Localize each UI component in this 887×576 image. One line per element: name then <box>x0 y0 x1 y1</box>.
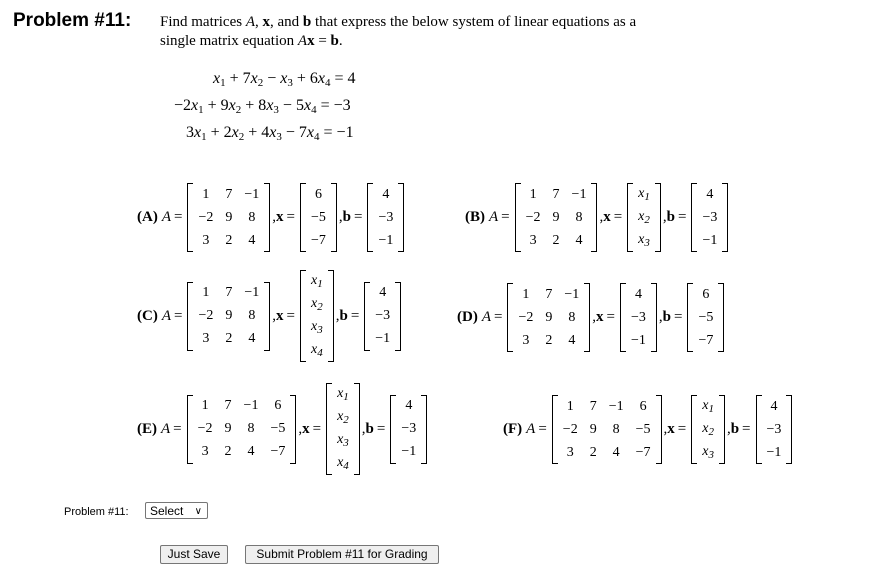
matrix-a-cell: 8 <box>247 421 255 436</box>
matrix-a-cell: −2 <box>518 309 534 325</box>
matrix-a-cell: −2 <box>525 209 541 225</box>
vector-x-entry: −3 <box>631 309 646 325</box>
comma: , <box>335 307 340 324</box>
vector-b-entry: −1 <box>375 331 391 346</box>
comma: , <box>599 209 604 225</box>
matrix-a-cell: 3 <box>566 444 574 460</box>
vector-b <box>364 282 401 351</box>
matrix-a-symbol: A <box>161 420 171 437</box>
matrix-a-cell: 2 <box>552 232 560 248</box>
matrix-a-cell: 7 <box>224 398 232 413</box>
vector-b-entry: 6 <box>702 286 710 302</box>
just-save-button[interactable]: Just Save <box>160 545 228 564</box>
equation-3: $3x_1 + 2x_2 + 4x_3 - 7x_4 = -1$ <box>186 124 354 143</box>
option-label: (F) <box>503 421 523 437</box>
matrix-a-cell: 9 <box>225 209 233 225</box>
vector-x <box>620 283 657 352</box>
select-value: Select <box>150 504 184 518</box>
matrix-a-cell: 2 <box>589 444 597 460</box>
option-c <box>137 270 403 362</box>
vector-b <box>691 183 728 252</box>
vector-x-symbol: x <box>596 309 604 325</box>
vector-b-entry: −3 <box>702 209 718 225</box>
equals-sign: = <box>174 209 183 225</box>
option-label: (B) <box>465 209 485 225</box>
vector-x-entry: $x_3$ <box>638 232 650 249</box>
vector-x-entry: $x_3$ <box>337 432 349 449</box>
equals-sign: = <box>312 420 322 437</box>
vector-b-symbol: b <box>365 420 374 437</box>
matrix-a-symbol: A <box>489 209 499 225</box>
vector-x-entry: $x_4$ <box>337 455 349 472</box>
vector-b-entry: −3 <box>766 421 782 437</box>
vector-x-entry: $x_1$ <box>337 386 349 403</box>
matrix-a-cell: 2 <box>225 232 233 248</box>
vector-b-entry: 4 <box>382 186 390 202</box>
vector-x-entry: $x_2$ <box>337 409 349 426</box>
matrix-a-cell: −1 <box>244 186 260 202</box>
matrix-a-cell: −2 <box>198 209 214 225</box>
matrix-a-cell: 4 <box>248 232 256 248</box>
comma: , <box>658 309 663 325</box>
vector-b-entry: −1 <box>401 444 417 459</box>
comma: , <box>272 307 277 324</box>
vector-x-entry: $x_1$ <box>311 273 323 290</box>
matrix-a <box>187 183 270 252</box>
vector-b <box>687 283 724 352</box>
vector-b-entry: −5 <box>698 309 714 325</box>
vector-x-entry: −7 <box>311 232 326 248</box>
matrix-a-cell: 8 <box>568 309 576 325</box>
submit-button[interactable]: Submit Problem #11 for Grading <box>245 545 439 564</box>
matrix-a-cell: 9 <box>224 421 232 436</box>
equals-sign: = <box>174 307 183 324</box>
equals-sign: = <box>677 421 687 437</box>
matrix-a-cell: −1 <box>564 286 580 302</box>
vector-b-symbol: b <box>666 209 675 225</box>
vector-x-symbol: x <box>276 209 284 225</box>
equals-sign: = <box>613 209 623 225</box>
matrix-a-cell: 4 <box>247 444 255 459</box>
vector-x-entry: $x_2$ <box>638 209 650 226</box>
answer-label: Problem #11: <box>64 506 129 518</box>
matrix-a-cell: 4 <box>248 331 256 346</box>
vector-b-entry: −3 <box>401 421 417 436</box>
matrix-a-cell: 1 <box>522 286 530 302</box>
vector-x-symbol: x <box>302 420 310 437</box>
comma: , <box>338 209 343 225</box>
matrix-a-cell: 6 <box>639 398 647 414</box>
matrix-a-cell: 7 <box>545 286 553 302</box>
matrix-a-cell: −1 <box>608 398 624 414</box>
problem-instruction <box>160 13 700 51</box>
vector-b-entry: 4 <box>405 398 413 413</box>
vector-x-entry: $x_2$ <box>311 296 323 313</box>
vector-x-entry: $x_1$ <box>638 186 650 203</box>
vector-b-entry: −1 <box>378 232 394 248</box>
matrix-a-cell: 9 <box>552 209 560 225</box>
option-a <box>137 183 406 252</box>
equals-sign: = <box>376 420 386 437</box>
matrix-a-cell: −7 <box>635 444 651 460</box>
matrix-a-cell: 7 <box>589 398 597 414</box>
equals-sign: = <box>501 209 510 225</box>
vector-x-symbol: x <box>603 209 611 225</box>
matrix-a-cell: 7 <box>225 285 233 300</box>
option-e <box>137 383 429 475</box>
matrix-a-cell: 7 <box>225 186 233 202</box>
matrix-a-cell: −1 <box>571 186 587 202</box>
vector-b <box>367 183 404 252</box>
vector-x-entry: $x_3$ <box>702 444 714 461</box>
matrix-a-cell: 9 <box>225 308 233 323</box>
vector-x-entry: 6 <box>314 186 322 202</box>
equals-sign: = <box>173 420 182 437</box>
matrix-a-cell: 2 <box>545 332 553 348</box>
vector-x-symbol: x <box>276 307 284 324</box>
matrix-a-cell: 3 <box>201 444 209 459</box>
matrix-a <box>187 395 297 464</box>
comma: , <box>726 421 731 437</box>
matrix-a <box>507 283 590 352</box>
vector-b-entry: −3 <box>378 209 394 225</box>
problem-title: Problem #11: <box>13 10 132 31</box>
matrix-a-cell: 4 <box>612 444 620 460</box>
matrix-a-cell: 4 <box>575 232 583 248</box>
option-d <box>457 283 726 352</box>
option-label: (D) <box>457 309 478 325</box>
matrix-a-cell: 2 <box>224 444 232 459</box>
equals-sign: = <box>606 309 615 325</box>
vector-b <box>390 395 427 464</box>
option-label: (A) <box>137 209 158 225</box>
vector-x-entry: $x_4$ <box>311 342 323 359</box>
matrix-a-cell: −5 <box>635 421 651 437</box>
vector-b-entry: 4 <box>706 186 714 202</box>
vector-x <box>300 183 337 252</box>
vector-b-entry: −3 <box>375 308 391 323</box>
matrix-a-cell: 6 <box>274 398 282 413</box>
matrix-a-cell: 4 <box>568 332 576 348</box>
matrix-a-cell: 8 <box>612 421 620 437</box>
equals-sign: = <box>538 421 547 437</box>
matrix-a-cell: 1 <box>566 398 574 414</box>
vector-b-symbol: b <box>662 309 671 325</box>
matrix-a-cell: 1 <box>202 285 210 300</box>
comma: , <box>663 421 668 437</box>
vector-x-entry: $x_3$ <box>311 319 323 336</box>
matrix-a-symbol: A <box>161 307 171 324</box>
matrix-a-cell: 8 <box>248 209 256 225</box>
matrix-a-cell: −1 <box>244 285 260 300</box>
matrix-a <box>515 183 598 252</box>
matrix-a-cell: −2 <box>198 308 214 323</box>
matrix-a-cell: 1 <box>529 186 537 202</box>
comma: , <box>272 209 277 225</box>
option-b <box>465 183 730 252</box>
vector-x-symbol: x <box>667 421 675 437</box>
vector-x <box>326 383 360 475</box>
matrix-a-cell: 1 <box>201 398 209 413</box>
matrix-a-symbol: A <box>161 209 171 225</box>
matrix-a-cell: −7 <box>270 444 286 459</box>
vector-b <box>756 395 793 464</box>
vector-b-entry: −7 <box>698 332 714 348</box>
vector-x-entry: 4 <box>634 286 642 302</box>
matrix-a-symbol: A <box>526 421 536 437</box>
matrix-a-cell: 3 <box>202 232 210 248</box>
equals-sign: = <box>354 209 363 225</box>
matrix-a-cell: 3 <box>522 332 530 348</box>
answer-select[interactable] <box>145 502 208 519</box>
comma: , <box>662 209 667 225</box>
option-label: (C) <box>137 307 158 324</box>
vector-x <box>691 395 725 464</box>
matrix-a-cell: 8 <box>248 308 256 323</box>
option-f <box>503 395 794 464</box>
matrix-a <box>552 395 662 464</box>
equation-2: $-2x_1 + 9x_2 + 8x_3 - 5x_4 = -3$ <box>174 97 351 116</box>
comma: , <box>361 420 366 437</box>
vector-x <box>300 270 334 362</box>
vector-b-entry: 4 <box>379 285 387 300</box>
vector-b-entry: −1 <box>702 232 718 248</box>
comma: , <box>592 309 597 325</box>
equals-sign: = <box>350 307 360 324</box>
vector-b-symbol: b <box>730 421 740 437</box>
equals-sign: = <box>674 309 683 325</box>
vector-x-entry: $x_1$ <box>702 398 714 415</box>
matrix-a-cell: −2 <box>197 421 213 436</box>
vector-b-symbol: b <box>342 209 351 225</box>
vector-b-entry: −1 <box>766 444 782 460</box>
vector-x-entry: −5 <box>311 209 326 225</box>
matrix-a-cell: 3 <box>202 331 210 346</box>
equals-sign: = <box>494 309 503 325</box>
equals-sign: = <box>677 209 687 225</box>
matrix-a-cell: −1 <box>243 398 259 413</box>
matrix-a-cell: 3 <box>529 232 537 248</box>
matrix-a-cell: 9 <box>589 421 597 437</box>
matrix-a-cell: −2 <box>562 421 578 437</box>
instruction-line-1: Find matrices A, x, and b that express the below system of linear equations as a <box>160 14 637 30</box>
vector-x <box>627 183 661 252</box>
equals-sign: = <box>286 209 295 225</box>
option-label: (E) <box>137 420 157 437</box>
comma: , <box>298 420 303 437</box>
matrix-a-cell: 7 <box>552 186 560 202</box>
matrix-a-cell: 9 <box>545 309 553 325</box>
matrix-a-cell: 8 <box>575 209 583 225</box>
matrix-a-cell: −5 <box>270 421 286 436</box>
matrix-a-symbol: A <box>481 309 491 325</box>
vector-x-entry: −1 <box>631 332 646 348</box>
chevron-down-icon: ∨ <box>194 506 202 517</box>
vector-x-entry: $x_2$ <box>702 421 714 438</box>
matrix-a-cell: 1 <box>202 186 210 202</box>
instruction-line-2: single matrix equation Ax = b. <box>160 33 343 49</box>
equals-sign: = <box>286 307 295 324</box>
equals-sign: = <box>742 421 751 437</box>
vector-b-symbol: b <box>339 307 348 324</box>
equation-1: $x_1 + 7x_2 - x_3 + 6x_4 = 4$ <box>213 70 356 89</box>
matrix-a <box>187 282 270 351</box>
matrix-a-cell: 2 <box>225 331 233 346</box>
vector-b-entry: 4 <box>770 398 778 414</box>
